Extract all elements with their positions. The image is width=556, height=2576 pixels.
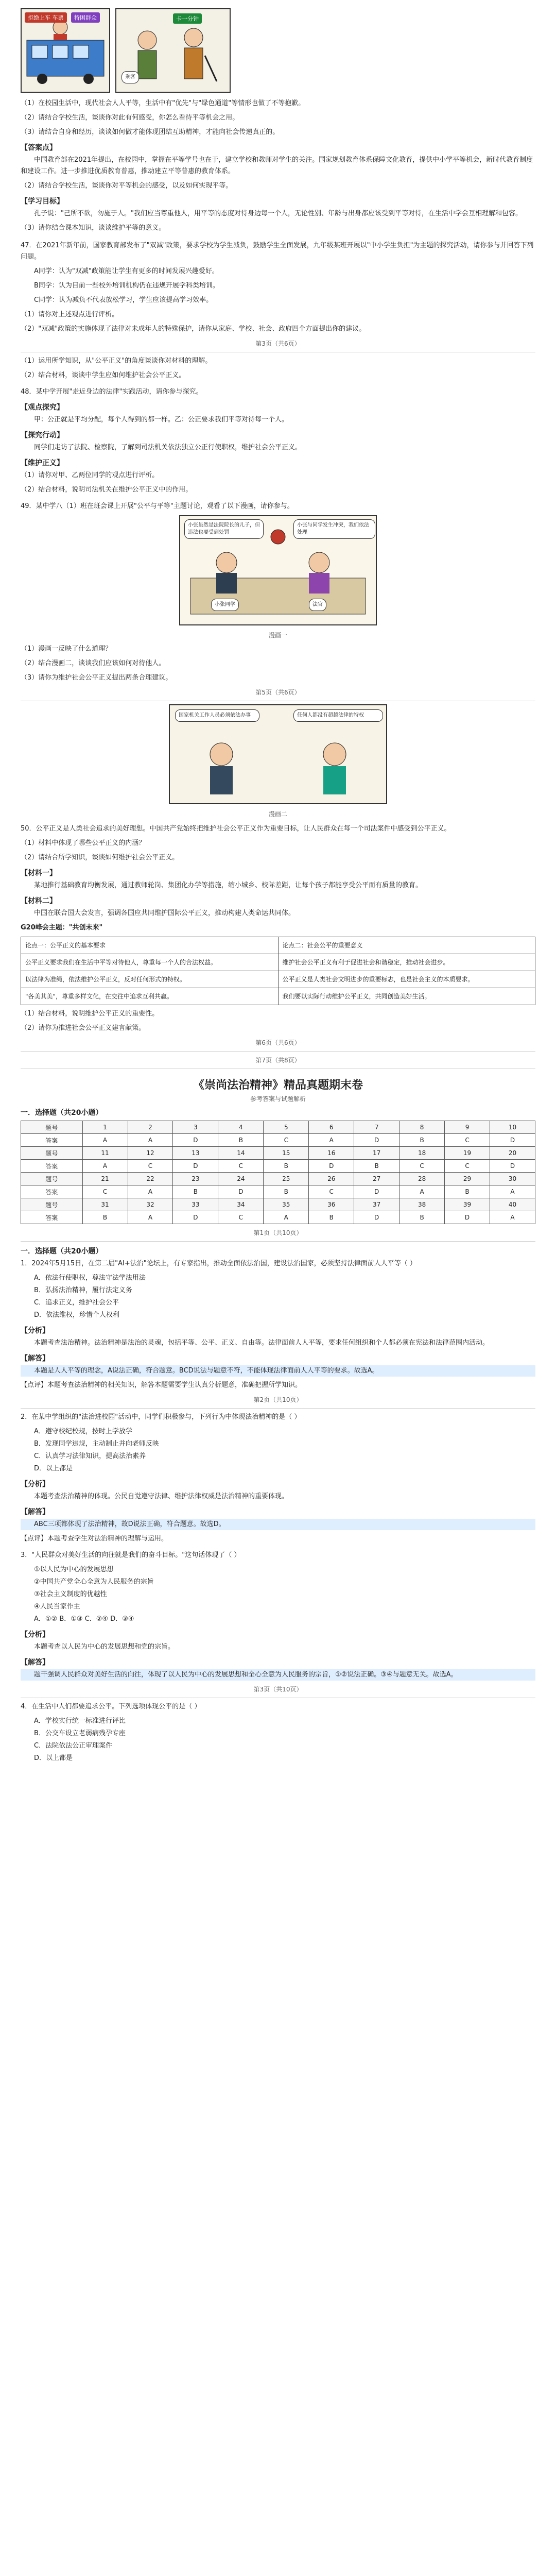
q1-answer-heading: 【解答】 <box>21 1354 49 1363</box>
table-cell: D <box>309 1160 354 1173</box>
comic2-panel <box>179 515 377 625</box>
table-cell: A <box>264 1211 309 1224</box>
comic3-bubble-right: 任何人都没有超越法律的特权 <box>293 709 383 722</box>
table-row <box>21 1134 535 1147</box>
comic-strip-2 <box>21 515 535 625</box>
page-divider <box>21 1408 535 1409</box>
comic3-bubble-left: 国家机关工作人员必须依法办事 <box>175 709 259 722</box>
table-header-cell: 22 <box>128 1173 173 1185</box>
table-row <box>21 1121 535 1134</box>
table-header-cell: 题号 <box>21 1147 83 1160</box>
analysis-heading: 一．选择题（共20小题） <box>21 1247 103 1256</box>
table-cell: D <box>173 1211 218 1224</box>
table-header-cell: 31 <box>82 1198 128 1211</box>
table-header-cell: 29 <box>445 1173 490 1185</box>
table-header-cell: 12 <box>128 1147 173 1160</box>
table-cell: D <box>445 1211 490 1224</box>
comic-panel-right <box>115 8 231 93</box>
table-header-cell: 19 <box>445 1147 490 1160</box>
table-cell: D <box>173 1134 218 1147</box>
exam-page-1 <box>21 5 535 1765</box>
table-cell: 论点二：社会公平的重要意义 <box>278 937 535 954</box>
table-header-cell: 10 <box>490 1121 535 1134</box>
table-header-cell: 2 <box>128 1121 173 1134</box>
table-header-cell: 1 <box>82 1121 128 1134</box>
comic3-caption: 漫画二 <box>268 810 287 818</box>
q3-stem: 3．"人民群众对美好生活的向往就是我们的奋斗目标。"这句话体现了（ ） <box>21 1551 241 1559</box>
passenger-caption: 乘客 <box>121 71 139 83</box>
q48-text: 48．某中学开展"走近身边的法律"实践活动，请你参与探究。 <box>21 388 203 396</box>
answer-table-title: 一．选择题（共20小题） <box>21 1109 103 1117</box>
table-header-cell: 26 <box>309 1173 354 1185</box>
poor-sign: 特困群众 <box>71 12 100 23</box>
table-header-cell: 34 <box>218 1198 264 1211</box>
table-cell: B <box>354 1160 399 1173</box>
table-cell: D <box>490 1134 535 1147</box>
q48-material2: 同学们走访了法院、检察院，了解到司法机关依法独立公正行使职权，维护社会公平正义。 <box>34 444 302 451</box>
table-cell: 公平正义是人类社会文明进步的重要标志，也是社会主义的本质要求。 <box>278 971 535 988</box>
sec4-line1: （1）漫画一反映了什么道理？ <box>21 645 112 653</box>
table-header-cell: 21 <box>82 1173 128 1185</box>
q2-option-a: A．遵守校纪校规，按时上学放学 <box>34 1428 132 1435</box>
sec1-line1: （1）在校园生活中，现代社会人人平等，生活中有"优先"与"绿色通道"等情形也做了不等抱歉。 <box>21 99 305 107</box>
table-cell: A <box>82 1134 128 1147</box>
q2-answer: ABC三项都体现了法治精神，故D说法正确，符合题意。故选D。 <box>21 1519 535 1530</box>
q3-answer: 题干强调人民群众对美好生活的向往，体现了以人民为中心的发展思想和全心全意为人民服务的宗旨，①②说法正确。③④与题意无关。故选A。 <box>21 1669 535 1681</box>
info-table <box>21 937 535 1005</box>
q47-a: A同学：认为"双减"政策能让学生有更多的时间发展兴趣爱好。 <box>34 267 219 275</box>
q4-option-c: C．法院依法公正审理案件 <box>34 1742 113 1750</box>
page-footer: 第6页（共6页） <box>255 1039 301 1046</box>
table-header-cell: 35 <box>264 1198 309 1211</box>
table-header-cell: 23 <box>173 1173 218 1185</box>
q1-analysis-heading: 【分析】 <box>21 1327 49 1335</box>
info-table-title: G20峰会主题："共创未来" <box>21 924 103 931</box>
answer-table <box>21 1121 535 1224</box>
table-cell: B <box>173 1185 218 1198</box>
table-header-cell: 9 <box>445 1121 490 1134</box>
q47-c: C同学：认为减负不代表放松学习，学生应该提高学习效率。 <box>34 296 213 304</box>
q1-stem: 1．2024年5月15日，在第二届"AI+法治"论坛上，有专家指出，推动全面依法治国，建设法治国家，必须坚持法律面前人人平等（ ） <box>21 1260 416 1267</box>
table-header-cell: 题号 <box>21 1173 83 1185</box>
table-cell: C <box>399 1160 445 1173</box>
table-cell: 答案 <box>21 1185 83 1198</box>
page-footer: 第3页（共6页） <box>255 340 301 347</box>
answer-key-subtitle: 参考答案与试题解析 <box>250 1095 306 1103</box>
sec3-line2: （2）结合材料，谈谈中学生应如何维护社会公平正义。 <box>21 371 186 379</box>
table-header-cell: 8 <box>399 1121 445 1134</box>
q50-sub1: （1）材料中体现了哪些公平正义的内涵？ <box>21 839 146 847</box>
page-divider <box>21 1051 535 1052</box>
table-header-cell: 24 <box>218 1173 264 1185</box>
table-cell: A <box>128 1211 173 1224</box>
table-cell: 论点一：公平正义的基本要求 <box>21 937 279 954</box>
comic3-panel <box>169 704 387 804</box>
q4-stem: 4．在生活中人们都要追求公平。下列选项体现公平的是（ ） <box>21 1703 201 1710</box>
table-cell: D <box>354 1185 399 1198</box>
q50-material2: 中国在联合国大会发言，强调各国应共同维护国际公平正义，推动构建人类命运共同体。 <box>34 909 296 917</box>
q3-item-1: ①以人民为中心的发展思想 <box>34 1566 114 1573</box>
table-cell: A <box>82 1160 128 1173</box>
table-row <box>21 937 535 954</box>
q4-option-d: D．以上都是 <box>34 1754 73 1762</box>
table-cell: C <box>309 1185 354 1198</box>
table-header-cell: 28 <box>399 1173 445 1185</box>
table-cell: 我们要以实际行动维护公平正义，共同创造美好生活。 <box>278 988 535 1005</box>
q1-comment: 【点评】本题考查法治精神的相关知识，解答本题需要学生认真分析题意，准确把握所学知识。 <box>21 1381 302 1389</box>
table-header-cell: 题号 <box>21 1121 83 1134</box>
table-header-cell: 14 <box>218 1147 264 1160</box>
table-cell: "各美其美"，尊重多样文化，在交往中追求互利共赢。 <box>21 988 279 1005</box>
table-cell: C <box>128 1160 173 1173</box>
table-cell: C <box>218 1160 264 1173</box>
table-header-cell: 6 <box>309 1121 354 1134</box>
table-cell: 答案 <box>21 1134 83 1147</box>
q48-heading3: 【维护正义】 <box>21 459 64 467</box>
table-header-cell: 16 <box>309 1147 354 1160</box>
table-cell: C <box>445 1134 490 1147</box>
table-row <box>21 988 535 1005</box>
table-cell: A <box>399 1185 445 1198</box>
q50-material1-heading: 【材料一】 <box>21 869 57 877</box>
table-row <box>21 954 535 971</box>
table-row <box>21 1160 535 1173</box>
answer-key-title-block <box>21 1076 535 1103</box>
table-cell: D <box>354 1211 399 1224</box>
table-cell: C <box>218 1211 264 1224</box>
q1-answer: 本题是人人平等的理念，A说法正确，符合题意。BCD说法与题意不符，不能体现法律面前人人平等的要求。故选A。 <box>21 1365 535 1377</box>
q48-heading2: 【探究行动】 <box>21 431 64 439</box>
table-header-cell: 38 <box>399 1198 445 1211</box>
table-cell: 维护社会公平正义有利于促进社会和谐稳定，推动社会进步。 <box>278 954 535 971</box>
table-row <box>21 971 535 988</box>
table-cell: B <box>218 1134 264 1147</box>
table-cell: D <box>354 1134 399 1147</box>
table-header-cell: 39 <box>445 1198 490 1211</box>
page-footer: 第2页（共10页） <box>253 1396 303 1403</box>
q47-text: 47．在2021年新年前，国家教育部发布了"双减"政策，要求学校为学生减负，鼓励学生全面发展，九年级某班开展以"中小学生负担"为主题的探究活动，请你参与并回答下列问题。 <box>21 242 534 261</box>
sec4-line2: （2）结合漫画二，谈谈我们应该如何对待他人。 <box>21 659 166 667</box>
sec1-line2: （2）请结合学校生活，谈谈你对此有何感受，你怎么看待平等机会之用。 <box>21 114 239 122</box>
q1-option-c: C．追求正义，维护社会公平 <box>34 1299 119 1307</box>
q3-item-3: ③社会主义制度的优越性 <box>34 1590 107 1598</box>
q3-analysis-heading: 【分析】 <box>21 1631 49 1639</box>
q1-option-d: D．依法维权，珍惜个人权利 <box>34 1311 120 1319</box>
table-cell: 答案 <box>21 1211 83 1224</box>
q4-option-b: B．公交车设立老弱病残孕专座 <box>34 1730 126 1737</box>
q48-sub1: （1）请你对甲、乙两位同学的观点进行评析。 <box>21 471 159 479</box>
table-header-cell: 33 <box>173 1198 218 1211</box>
q3-analysis: 本题考查以人民为中心的发展思想和党的宗旨。 <box>34 1643 175 1651</box>
table-cell: B <box>399 1134 445 1147</box>
table-cell: C <box>445 1160 490 1173</box>
q3-options: A．①② B．①③ C．②④ D．③④ <box>34 1615 134 1623</box>
table-cell: 公平正义要求我们在生活中平等对待他人，尊重每一个人的合法权益。 <box>21 954 279 971</box>
comic2-bubble-right: 小张与同学发生冲突，我们依法处理 <box>293 519 375 539</box>
comic2-bubble-left: 小张虽然是法院院长的儿子，但违法也要受到处罚 <box>184 519 264 539</box>
table-row <box>21 1198 535 1211</box>
answer-key-title: 《崇尚法治精神》精品真题期末卷 <box>193 1078 363 1092</box>
q2-option-b: B．发现同学违规，主动制止并向老师反映 <box>34 1440 159 1448</box>
table-header-cell: 20 <box>490 1147 535 1160</box>
page-footer: 第3页（共10页） <box>253 1686 303 1693</box>
sec1-line3: （3）请结合自身和经历，谈谈如何做才能体现团结互助精神，才能向社会传递真正的。 <box>21 128 280 136</box>
sec6-line2: （2）请你为推进社会公平正义建言献策。 <box>21 1024 146 1032</box>
table-cell: A <box>490 1185 535 1198</box>
table-cell: B <box>445 1185 490 1198</box>
table-cell: D <box>490 1160 535 1173</box>
q48-sub2: （2）结合材料，说明司法机关在维护公平正义中的作用。 <box>21 486 193 494</box>
comic2-caption: 漫画一 <box>268 632 287 639</box>
table-row <box>21 1173 535 1185</box>
q3-answer-heading: 【解答】 <box>21 1658 49 1667</box>
q50-material1: 某地推行基础教育均衡发展，通过教师轮岗、集团化办学等措施，缩小城乡、校际差距，让每个孩子都能享受公平而有质量的教育。 <box>34 882 423 889</box>
q48-material1: 甲：公正就是平均分配，每个人得到的都一样。乙：公正要求我们平等对待每一个人。 <box>34 416 289 423</box>
table-cell: A <box>128 1134 173 1147</box>
q2-answer-heading: 【解答】 <box>21 1508 49 1516</box>
sec1-ref3: 孔子说："己所不欲，勿施于人。"我们应当尊重他人，用平等的态度对待身边每一个人，无论性别、年龄与出身都应该受到平等对待，在生活中学会互相理解和包容。 <box>34 210 522 217</box>
q2-option-d: D．以上都是 <box>34 1465 73 1472</box>
table-header-cell: 13 <box>173 1147 218 1160</box>
q3-item-4: ④人民当家作主 <box>34 1603 80 1611</box>
comic-panel-left <box>21 8 110 93</box>
comic2-label-judge: 法官 <box>309 599 326 611</box>
table-header-cell: 37 <box>354 1198 399 1211</box>
q48-heading1: 【观点探究】 <box>21 403 64 412</box>
table-header-cell: 27 <box>354 1173 399 1185</box>
q1-option-b: B．弘扬法治精神，履行法定义务 <box>34 1286 132 1294</box>
q2-analysis: 本题考查法治精神的体现。公民自觉遵守法律、维护法律权威是法治精神的重要体现。 <box>34 1493 289 1500</box>
table-header-cell: 25 <box>264 1173 309 1185</box>
table-header-cell: 5 <box>264 1121 309 1134</box>
table-header-cell: 17 <box>354 1147 399 1160</box>
comic2-label-student: 小张同学 <box>211 599 239 611</box>
q50-sub2: （2）请结合所学知识，谈谈如何维护社会公平正义。 <box>21 854 179 861</box>
sec1-ref-heading: 【答案点】 <box>21 144 57 152</box>
table-cell: A <box>490 1211 535 1224</box>
table-header-cell: 11 <box>82 1147 128 1160</box>
sec4-line3: （3）请你为维护社会公平正义提出两条合理建议。 <box>21 674 172 682</box>
q2-analysis-heading: 【分析】 <box>21 1480 49 1488</box>
table-cell: A <box>309 1134 354 1147</box>
table-header-cell: 40 <box>490 1198 535 1211</box>
table-header-cell: 15 <box>264 1147 309 1160</box>
comic-strip-3 <box>21 704 535 804</box>
q47-sub2: （2）"双减"政策的实施体现了法律对未成年人的特殊保护，请你从家庭、学校、社会、政府四个方面提出你的建议。 <box>21 325 366 333</box>
table-header-cell: 18 <box>399 1147 445 1160</box>
table-header-cell: 4 <box>218 1121 264 1134</box>
q50-text: 50．公平正义是人类社会追求的美好理想。中国共产党始终把维护社会公平正义作为重要目标，让人民群众在每一个司法案件中感受到公平正义。 <box>21 825 451 833</box>
q49-text: 49．某中学八（1）班在班会课上开展"公平与平等"主题讨论，观看了以下漫画，请你参与。 <box>21 502 294 510</box>
table-cell: B <box>82 1211 128 1224</box>
q3-item-2: ②中国共产党全心全意为人民服务的宗旨 <box>34 1578 154 1586</box>
comic-strip-1 <box>21 8 535 93</box>
q47-sub1: （1）请你对上述观点进行评析。 <box>21 311 119 318</box>
minute-sign: 卡一分钟 <box>173 13 202 24</box>
table-cell: D <box>173 1160 218 1173</box>
table-cell: D <box>218 1185 264 1198</box>
table-header-cell: 32 <box>128 1198 173 1211</box>
page-divider <box>21 1241 535 1242</box>
table-cell: A <box>128 1185 173 1198</box>
page-footer: 第1页（共10页） <box>253 1229 303 1236</box>
table-row <box>21 1211 535 1224</box>
table-cell: C <box>82 1185 128 1198</box>
page-footer: 第7页（共8页） <box>255 1057 301 1064</box>
sec1-ref2: （2）请结合学校生活，谈谈你对平等机会的感受，以及如何实现平等。 <box>21 182 233 190</box>
table-cell: B <box>264 1160 309 1173</box>
table-row <box>21 1147 535 1160</box>
table-header-cell: 36 <box>309 1198 354 1211</box>
page-footer: 第5页（共6页） <box>255 689 301 696</box>
table-cell: B <box>264 1185 309 1198</box>
sec1-ref2-heading: 【学习目标】 <box>21 197 64 206</box>
table-header-cell: 30 <box>490 1173 535 1185</box>
refuse-sign: 拒绝上车 车票 <box>25 12 67 23</box>
q50-material2-heading: 【材料二】 <box>21 897 57 905</box>
table-cell: B <box>309 1211 354 1224</box>
sec3-line1: （1）运用所学知识，从"公平正义"的角度谈谈你对材料的理解。 <box>21 357 212 365</box>
q1-option-a: A．依法行使职权，尊法守法学法用法 <box>34 1274 146 1282</box>
q2-option-c: C．认真学习法律知识，提高法治素养 <box>34 1452 146 1460</box>
q4-option-a: A．学校实行统一标准进行评比 <box>34 1717 126 1725</box>
table-header-cell: 7 <box>354 1121 399 1134</box>
table-cell: C <box>264 1134 309 1147</box>
q1-analysis: 本题考查法治精神。法治精神是法治的灵魂，包括平等、公平、正义、自由等。法律面前人人平等，要求任何组织和个人都必须在宪法和法律范围内活动。 <box>34 1339 490 1347</box>
table-cell: B <box>399 1211 445 1224</box>
q47-b: B同学：认为目前一些校外培训机构仍在违规开展学科类培训。 <box>34 282 219 290</box>
q2-comment: 【点评】本题考查学生对法治精神的理解与运用。 <box>21 1535 168 1543</box>
table-cell: 以法律为准绳，依法维护公平正义，反对任何形式的特权。 <box>21 971 279 988</box>
sec1-ref4: （3）请你结合课本知识，谈谈维护平等的意义。 <box>21 224 166 232</box>
sec1-ref1: 中国教育部在2021年提出，在校园中，掌握在平等学号也在于，建立学校和教师对学生的关注。国家规划教育体系保障文化教育，提供中小学平等机会，新时代教育制度和建设工作。进一步推进优质教育普惠，推动建立平等普惠的教育体系。 <box>21 156 533 175</box>
table-header-cell: 3 <box>173 1121 218 1134</box>
sec6-line1: （1）结合材料，说明维护公平正义的重要性。 <box>21 1010 159 1018</box>
table-row <box>21 1185 535 1198</box>
q2-stem: 2．在某中学组织的"法治进校园"活动中，同学们积极参与，下列行为中体现法治精神的是（ ） <box>21 1413 301 1421</box>
table-header-cell: 题号 <box>21 1198 83 1211</box>
table-cell: 答案 <box>21 1160 83 1173</box>
